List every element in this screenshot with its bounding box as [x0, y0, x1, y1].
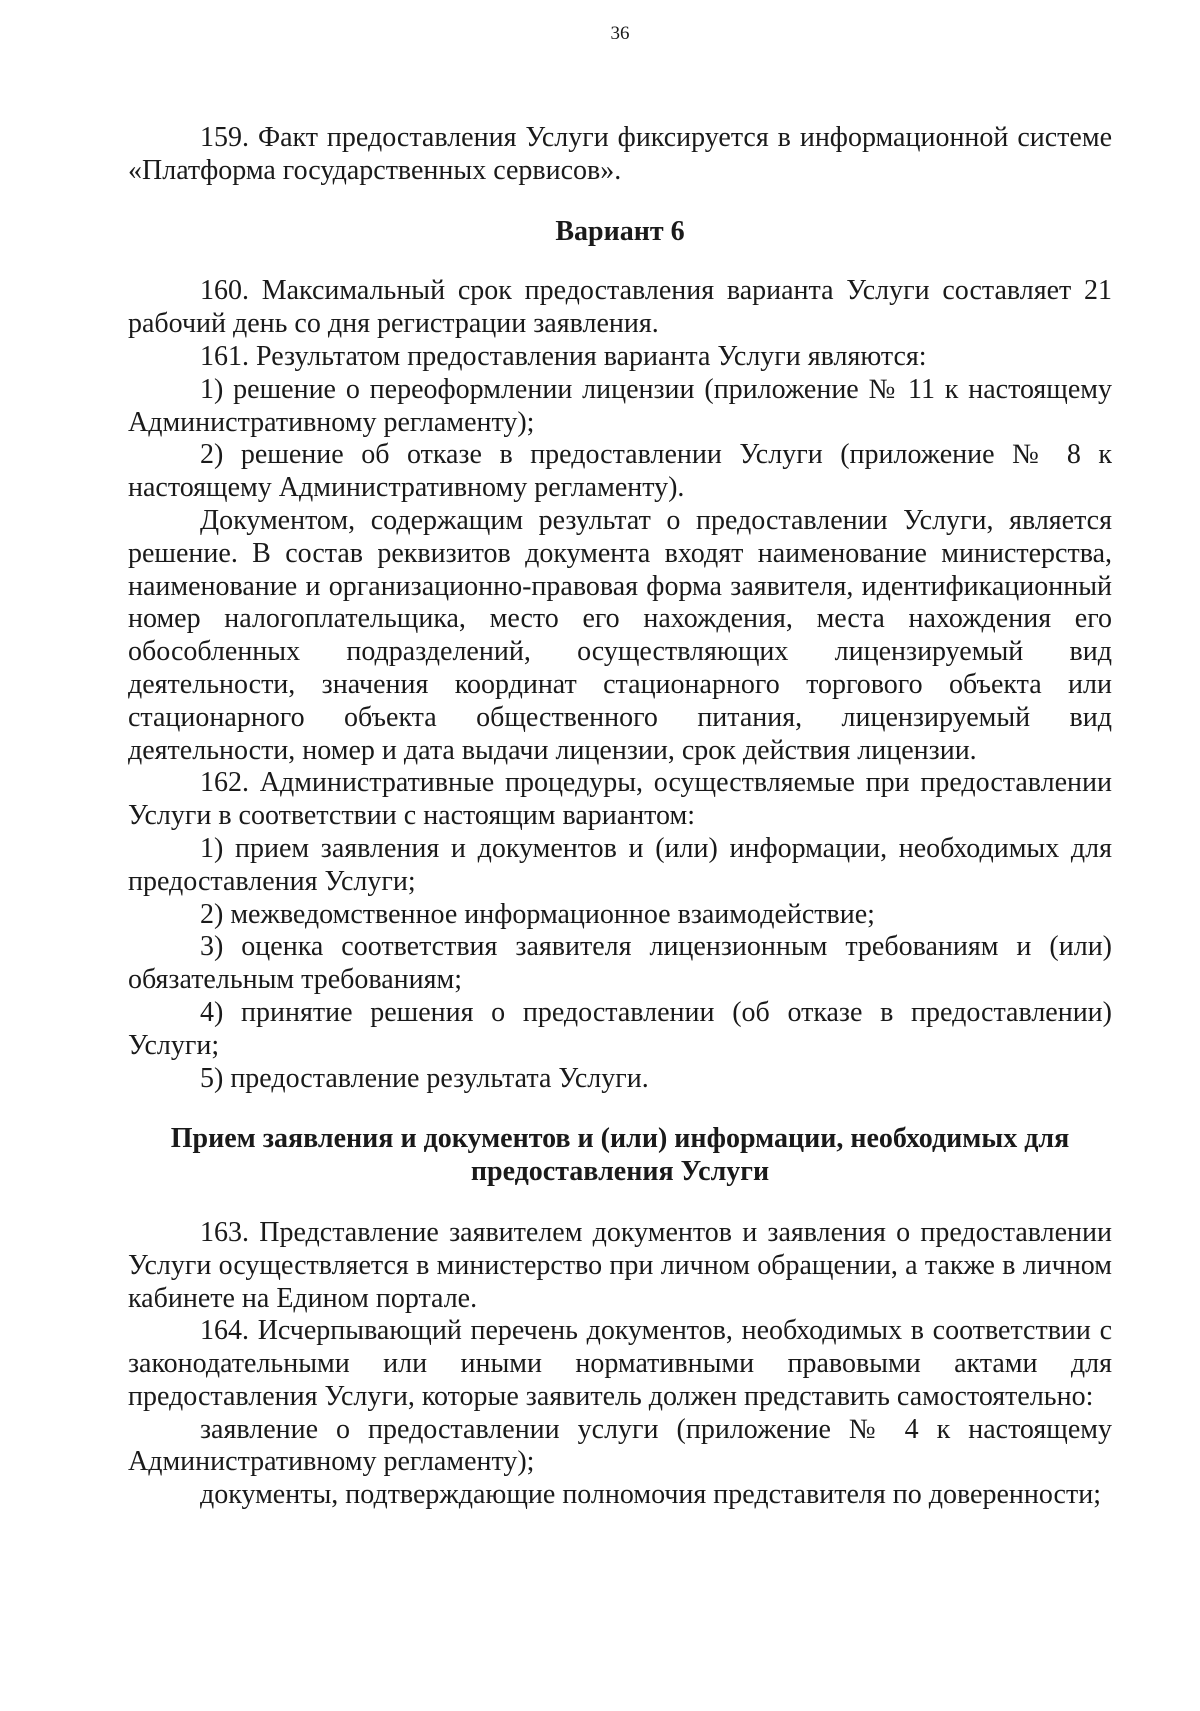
list-item-164-1: заявление о предоставлении услуги (приложение № 4 к настоящему Административному регламенту); [128, 1413, 1112, 1478]
paragraph-162: 162. Административные процедуры, осуществляемые при предоставлении Услуги в соответствии с настоящим вариантом: [128, 767, 1112, 832]
list-item-162-3: 3) оценка соответствия заявителя лицензионным требованиям и (или) обязательным требованиям; [128, 931, 1112, 996]
paragraph-159: 159. Факт предоставления Услуги фиксируется в информационной системе «Платформа государственных сервисов». [128, 122, 1112, 186]
list-item-162-4: 4) принятие решения о предоставлении (об отказе в предоставлении) Услуги; [128, 996, 1112, 1061]
list-item-162-2: 2) межведомственное информационное взаимодействие; [200, 898, 875, 930]
paragraph-result-document: Документом, содержащим результат о предоставлении Услуги, является решение. В состав реквизитов документа входят наименование министерства, наименование и организационно-правовая форма заявителя, идентификационный номер налогоплательщика, место его нахождения, места нахождения его обособленных подразделений, осуществляющих лицензируемый вид деятельности, значения координат стационарного торгового объекта или стационарного объекта общественного питания, лицензируемый вид деятельности, номер и дата выдачи лицензии, срок действия лицензии. [128, 504, 1112, 766]
list-item-161-1: 1) решение о переоформлении лицензии (приложение № 11 к настоящему Административному регламенту); [128, 373, 1112, 438]
paragraph-164: 164. Исчерпывающий перечень документов, необходимых в соответствии с законодательными или иными нормативными правовыми актами для предоставления Услуги, которые заявитель должен представить самостоятельно: [128, 1315, 1112, 1412]
heading-variant-6: Вариант 6 [555, 215, 685, 247]
list-item-162-5: 5) предоставление результата Услуги. [200, 1062, 649, 1094]
page-number: 36 [610, 23, 630, 44]
list-item-162-1: 1) прием заявления и документов и (или) информации, необходимых для предоставления Услуги; [128, 832, 1112, 897]
list-item-164-2: документы, подтверждающие полномочия представителя по доверенности; [200, 1479, 1101, 1511]
paragraph-161: 161. Результатом предоставления варианта Услуги являются: [200, 340, 927, 372]
list-item-161-2: 2) решение об отказе в предоставлении Услуги (приложение № 8 к настоящему Административному регламенту). [128, 439, 1112, 504]
section-heading: Прием заявления и документов и (или) информации, необходимых для предоставления Услуги [170, 1123, 1070, 1188]
paragraph-160: 160. Максимальный срок предоставления варианта Услуги составляет 21 рабочий день со дня регистрации заявления. [128, 275, 1112, 340]
paragraph-163: 163. Представление заявителем документов и заявления о предоставлении Услуги осуществляется в министерство при личном обращении, а также в личном кабинете на Едином портале. [128, 1216, 1112, 1314]
